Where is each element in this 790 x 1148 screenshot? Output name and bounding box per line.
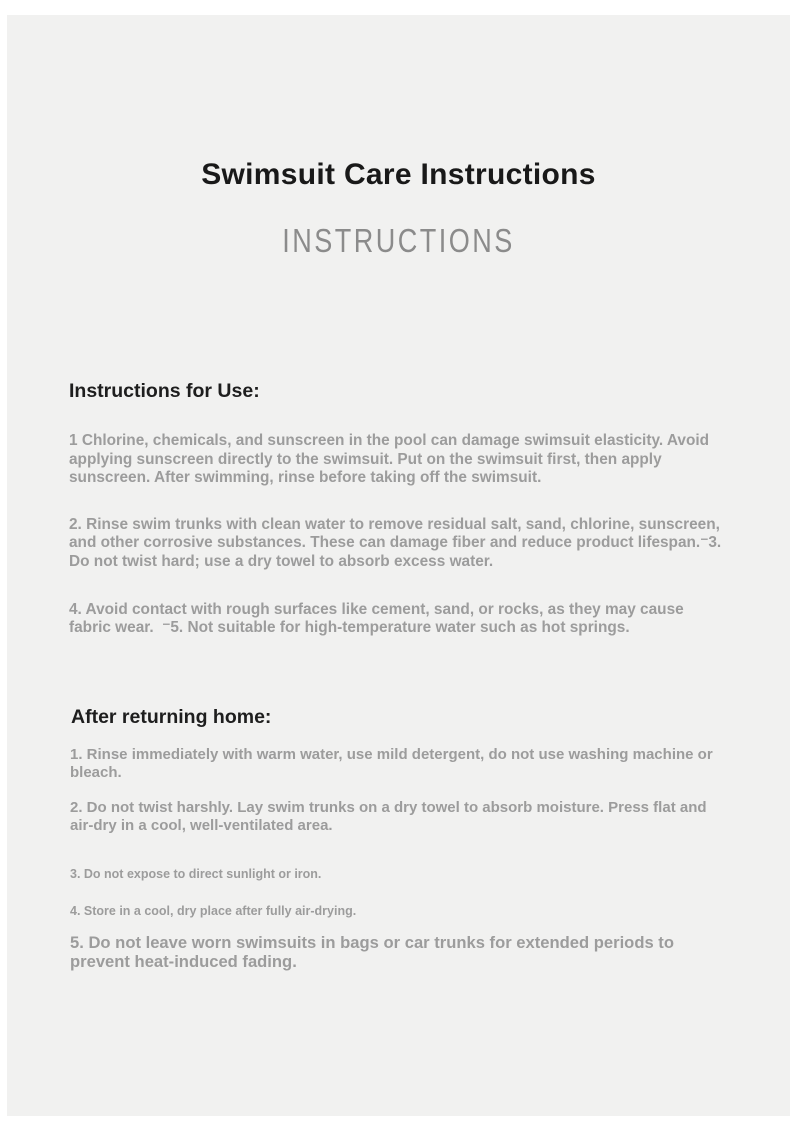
home-item-2: 2. Do not twist harshly. Lay swim trunks on a dry towel to absorb moisture. Press flat and air-dry in a cool, well-ventilated area. bbox=[70, 799, 711, 835]
care-sheet-panel bbox=[7, 15, 790, 1116]
page-title: Swimsuit Care Instructions bbox=[201, 158, 596, 191]
use-paragraph-1: 1 Chlorine, chemicals, and sunscreen in the pool can damage swimsuit elasticity. Avoid applying sunscreen directly to the swimsuit. Put on the swimsuit first, then apply sunscreen. After swimming, rinse before taking off the swimsuit. bbox=[69, 432, 714, 487]
home-item-3: 3. Do not expose to direct sunlight or iron. bbox=[70, 866, 322, 881]
section-heading-after-returning-home: After returning home: bbox=[71, 705, 272, 728]
page-subtitle: INSTRUCTIONS bbox=[282, 222, 515, 259]
home-item-5: 5. Do not leave worn swimsuits in bags or car trunks for extended periods to prevent heat-induced fading. bbox=[70, 932, 679, 972]
home-item-1: 1. Rinse immediately with warm water, use mild detergent, do not use washing machine or bleach. bbox=[70, 745, 717, 781]
use-paragraph-2: 2. Rinse swim trunks with clean water to remove residual salt, sand, chlorine, sunscreen, and other corrosive substances. These can damage fiber and reduce product lifespan.⁻3. Do not twist hard; use a dry towel to absorb excess water. bbox=[69, 515, 726, 570]
section-heading-instructions-for-use: Instructions for Use: bbox=[69, 380, 260, 402]
use-paragraph-3: 4. Avoid contact with rough surfaces like cement, sand, or rocks, as they may cause fabric wear. ⁻5. Not suitable for high-temperature water such as hot springs. bbox=[69, 600, 688, 637]
home-item-4: 4. Store in a cool, dry place after fully air-drying. bbox=[70, 903, 357, 918]
